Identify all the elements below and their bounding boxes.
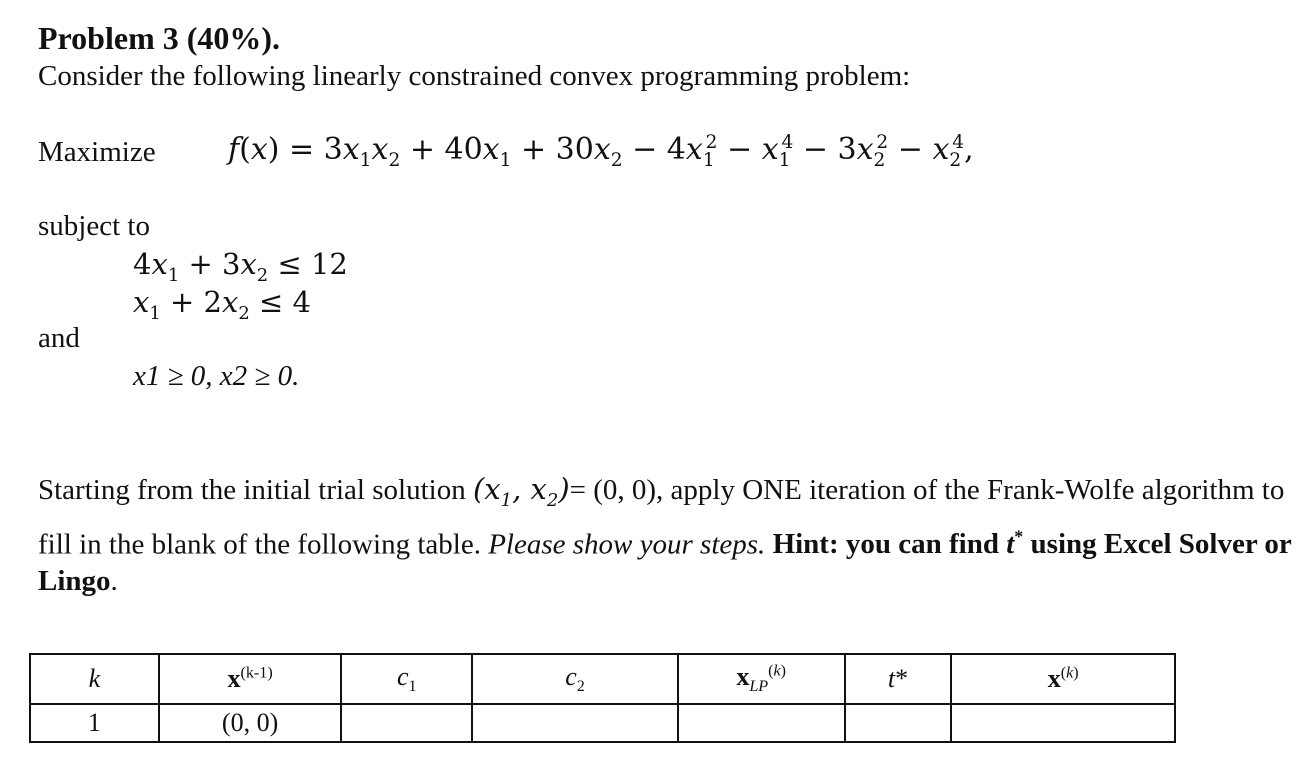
cell-k: 1 <box>30 704 159 742</box>
cell-tstar[interactable] <box>845 704 952 742</box>
table-row <box>30 704 1175 742</box>
cell-xlp[interactable] <box>678 704 845 742</box>
frank-wolfe-table <box>29 653 1176 743</box>
constraint-2: $x_1 + 2x_2 \le 4$ <box>133 285 311 324</box>
header-xk: $x^{(k)}$ <box>951 654 1175 704</box>
cell-x-prev: (0, 0) <box>159 704 342 742</box>
header-x-prev: $x^{(k-1)}$ <box>159 654 342 704</box>
maximize-label: Maximize <box>38 136 156 168</box>
instructions-paragraph: Starting from the initial trial solution ($x_1$, $x_2)= (0$, 0), apply ONE iteration of the Frank-Wolfe algorithm to fill in the blank of the following table. Please show your steps. Hint: you can find t* using Excel Solver or Lingo. <box>38 472 1292 598</box>
problem-intro: Consider the following linearly constrained convex programming problem: <box>38 60 911 92</box>
header-c2: $c_2$ <box>472 654 678 704</box>
header-tstar: t* <box>845 654 952 704</box>
cell-c1[interactable] <box>341 704 472 742</box>
table-header-row <box>30 654 1175 704</box>
header-c1: $c_1$ <box>341 654 472 704</box>
problem-title: Problem 3 (40%). <box>38 20 281 56</box>
hint-text: Hint: you can find t* using Excel Solver or Lingo <box>38 526 1292 598</box>
cell-c2[interactable] <box>472 704 678 742</box>
nonnegativity-constraints: x1 ≥ 0, x2 ≥ 0. <box>133 360 300 392</box>
constraint-1: $4x_1 + 3x_2 \le 12$ <box>133 247 348 286</box>
and-label: and <box>38 322 80 354</box>
subject-to-label: subject to <box>38 210 150 242</box>
header-k: k <box>30 654 159 704</box>
emphasis-text: Please show your steps. <box>488 528 766 561</box>
header-xlp: $x_{LP}^{(k)}$ <box>678 654 845 704</box>
cell-xk[interactable] <box>951 704 1175 742</box>
objective-function: $f(x) = 3x_1x_2 + 40x_1 + 30x_2 - 4x_1^2 - x_1^4 - 3x_2^2 - x_2^4$, <box>228 132 974 171</box>
